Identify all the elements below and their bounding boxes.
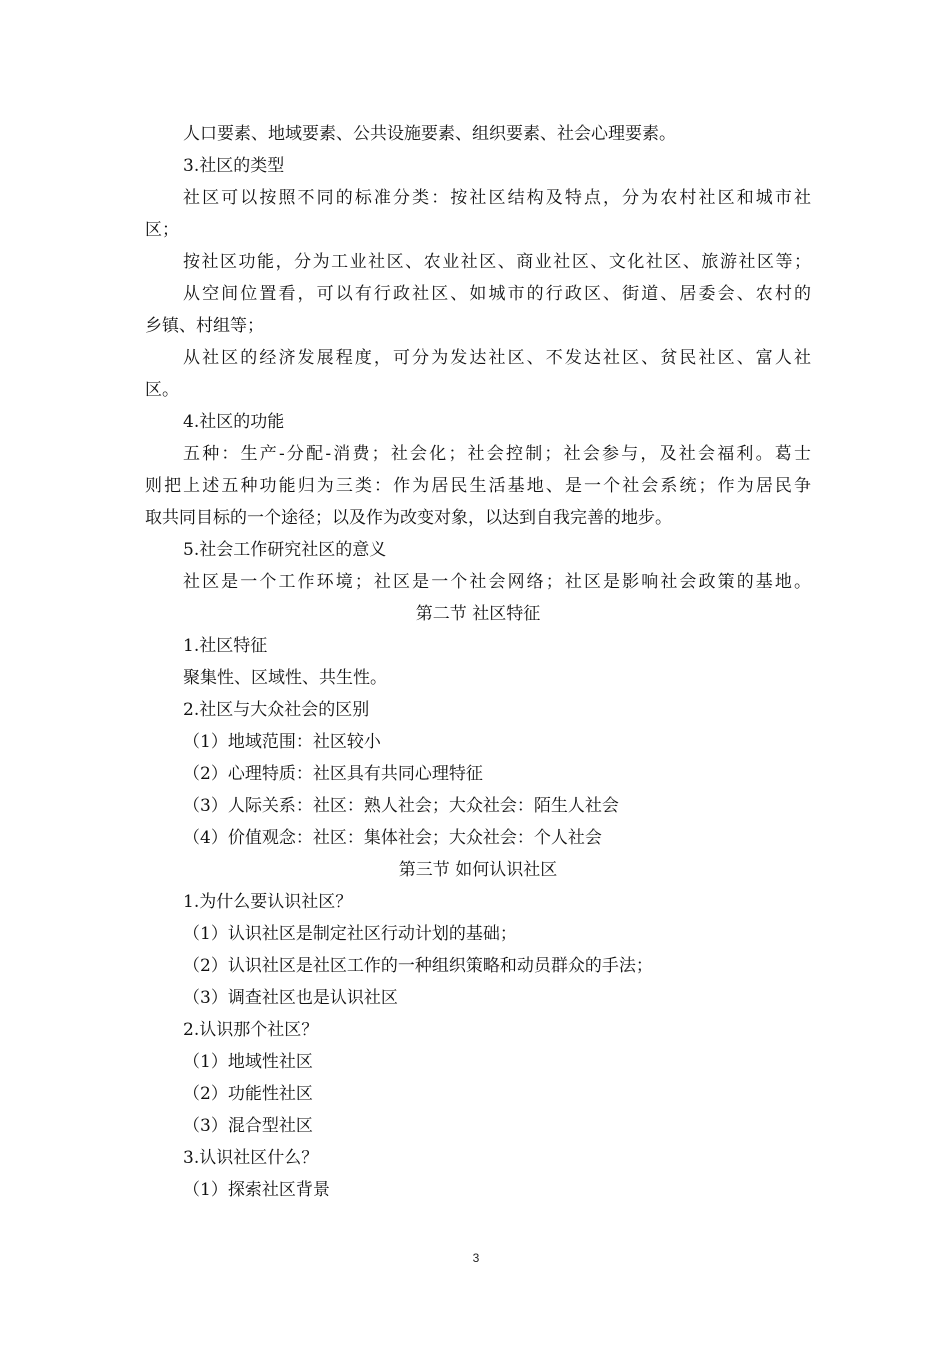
paragraph-line: 按社区功能，分为工业社区、农业社区、商业社区、文化社区、旅游社区等； <box>183 252 811 272</box>
list-item: （4）价值观念：社区：集体社会；大众社会：个人社会 <box>183 828 602 848</box>
list-item: （3）调查社区也是认识社区 <box>183 988 398 1008</box>
paragraph-line: 区。 <box>145 380 179 400</box>
list-item: （1）探索社区背景 <box>183 1180 330 1200</box>
document-body <box>145 118 811 1206</box>
paragraph-line: 则把上述五种功能归为三类：作为居民生活基地、是一个社会系统；作为居民争 <box>145 476 811 496</box>
paragraph-line: 区； <box>145 220 179 240</box>
list-item: （2）心理特质：社区具有共同心理特征 <box>183 764 483 784</box>
subsection-heading: 1.社区特征 <box>183 636 268 656</box>
paragraph-line: 五种：生产-分配-消费；社会化；社会控制；社会参与，及社会福利。葛士 <box>183 444 811 464</box>
subsection-heading: 2.认识那个社区？ <box>183 1020 319 1040</box>
paragraph-line: 从空间位置看，可以有行政社区、如城市的行政区、街道、居委会、农村的 <box>183 284 811 304</box>
paragraph-line: 从社区的经济发展程度，可分为发达社区、不发达社区、贫民社区、富人社 <box>183 348 811 368</box>
paragraph-line: 取共同目标的一个途径；以及作为改变对象，以达到自我完善的地步。 <box>145 508 672 528</box>
paragraph-line: 聚集性、区域性、共生性。 <box>183 668 387 688</box>
subsection-heading: 3.社区的类型 <box>183 156 285 176</box>
paragraph-line: 乡镇、村组等； <box>145 316 264 336</box>
list-item: （2）功能性社区 <box>183 1084 313 1104</box>
subsection-heading: 1.为什么要认识社区？ <box>183 892 353 912</box>
list-item: （3）人际关系：社区：熟人社会；大众社会：陌生人社会 <box>183 796 619 816</box>
list-item: （3）混合型社区 <box>183 1116 313 1136</box>
list-item: （1）地域范围：社区较小 <box>183 732 381 752</box>
list-item: （1）地域性社区 <box>183 1052 313 1072</box>
subsection-heading: 2.社区与大众社会的区别 <box>183 700 370 720</box>
paragraph-line: 社区是一个工作环境；社区是一个社会网络；社区是影响社会政策的基地。 <box>183 572 811 592</box>
paragraph-line: 社区可以按照不同的标准分类：按社区结构及特点，分为农村社区和城市社 <box>183 188 811 208</box>
subsection-heading: 3.认识社区什么？ <box>183 1148 319 1168</box>
section-heading: 第二节 社区特征 <box>415 604 541 624</box>
section-heading: 第三节 如何认识社区 <box>398 860 558 880</box>
list-item: （2）认识社区是社区工作的一种组织策略和动员群众的手法； <box>183 956 653 976</box>
list-item: （1）认识社区是制定社区行动计划的基础； <box>183 924 517 944</box>
subsection-heading: 5.社会工作研究社区的意义 <box>183 540 387 560</box>
paragraph-line: 人口要素、地域要素、公共设施要素、组织要素、社会心理要素。 <box>183 124 676 144</box>
page-number: 3 <box>472 1251 480 1265</box>
subsection-heading: 4.社区的功能 <box>183 412 285 432</box>
